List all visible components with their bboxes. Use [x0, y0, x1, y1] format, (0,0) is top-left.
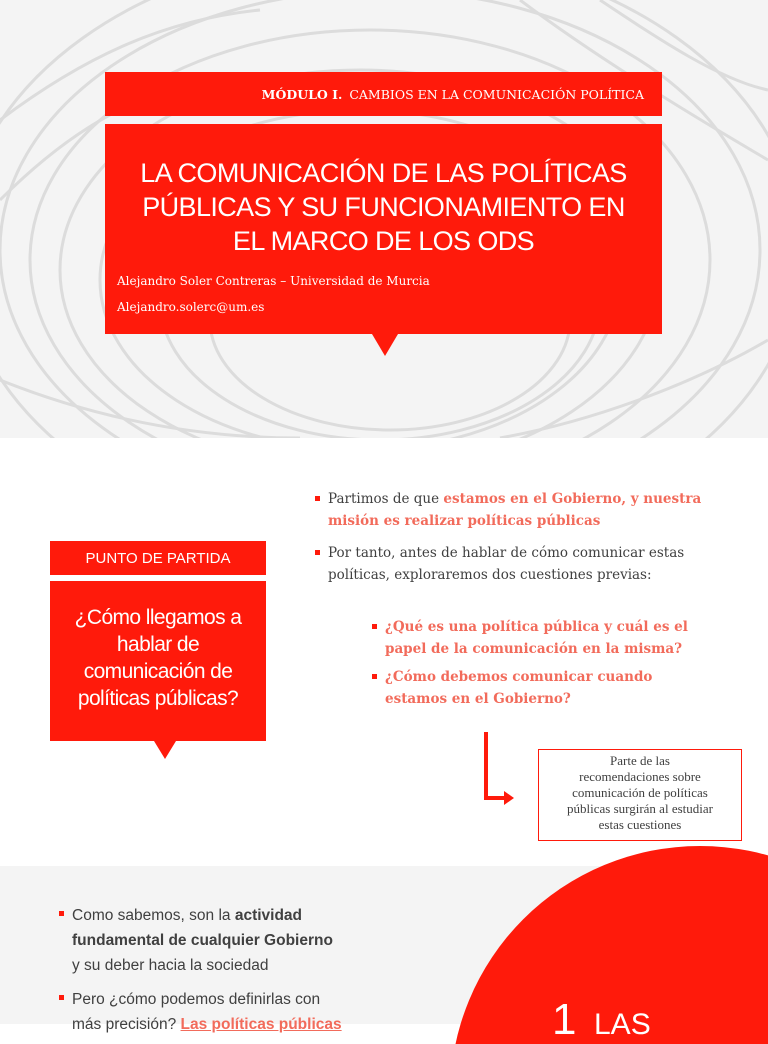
note-box	[538, 749, 742, 841]
bullet-item	[328, 488, 748, 532]
question-line: políticas públicas?	[77, 687, 239, 710]
question-pointer	[154, 741, 176, 759]
section-title: LAS	[594, 1008, 651, 1041]
author-email: Alejandro.solerc@um.es	[117, 300, 265, 314]
module-header	[105, 72, 662, 116]
title-line: LA COMUNICACIÓN DE LAS POLÍTICAS	[140, 158, 627, 188]
title-pointer	[372, 334, 398, 356]
bullet-text: políticas, exploraremos dos cuestiones previas:	[328, 567, 652, 583]
module-title: CAMBIOS EN LA COMUNICACIÓN POLÍTICA	[349, 86, 644, 102]
bullet-text: Como sabemos, son la	[72, 907, 235, 924]
arrow-right-icon	[478, 730, 518, 810]
module-label: MÓDULO I.	[261, 86, 343, 102]
title-slide	[0, 0, 768, 438]
bullet-item	[72, 987, 422, 1037]
note-line: recomendaciones sobre	[579, 769, 701, 784]
section-label: PUNTO DE PARTIDA	[50, 541, 266, 575]
bullet-text: más precisión?	[72, 1016, 181, 1033]
question-line: ¿Cómo llegamos a	[74, 606, 242, 629]
note-line: públicas surgirán al estudiar	[567, 801, 713, 816]
sub-bullet-text: ¿Cómo debemos comunicar cuando	[385, 669, 653, 685]
question-line: hablar de	[116, 633, 200, 656]
title-box	[105, 124, 662, 334]
note-line: comunicación de políticas	[572, 785, 708, 800]
sub-bullet-item	[385, 616, 725, 660]
bullet-text: Pero ¿cómo podemos definirlas con	[72, 991, 321, 1008]
bold-text: actividad	[234, 907, 303, 924]
section-number: 1	[552, 995, 577, 1044]
bullet-item	[328, 542, 748, 586]
sub-bullet-item	[385, 666, 725, 710]
definition-slide	[0, 866, 768, 1044]
highlight-text: misión es realizar políticas públicas	[328, 513, 601, 529]
bullet-text: Partimos de que	[328, 491, 444, 507]
bullet-text: y su deber hacia la sociedad	[72, 957, 269, 974]
bullet-item	[72, 903, 422, 978]
sub-bullet-text: ¿Qué es una política pública y cuál es el	[385, 619, 688, 635]
note-line: Parte de las	[610, 753, 670, 768]
sub-bullet-text: papel de la comunicación en la misma?	[385, 641, 683, 657]
title-line: PÚBLICAS Y SU FUNCIONAMIENTO EN	[142, 192, 625, 222]
starting-point-slide	[0, 438, 768, 866]
title-line: EL MARCO DE LOS ODS	[232, 226, 535, 256]
question-box	[50, 581, 266, 741]
question-line: comunicación de	[83, 660, 233, 683]
highlight-text: estamos en el Gobierno, y nuestra	[443, 491, 702, 507]
policies-link[interactable]: Las políticas públicas	[180, 1016, 342, 1033]
note-line: estas cuestiones	[598, 817, 682, 832]
sub-bullet-text: estamos en el Gobierno?	[385, 691, 571, 707]
bullet-text: Por tanto, antes de hablar de cómo comunicar estas	[328, 545, 685, 561]
bold-text: fundamental de cualquier Gobierno	[72, 932, 333, 949]
presentation-title	[131, 156, 636, 258]
author: Alejandro Soler Contreras – Universidad de Murcia	[117, 274, 430, 288]
